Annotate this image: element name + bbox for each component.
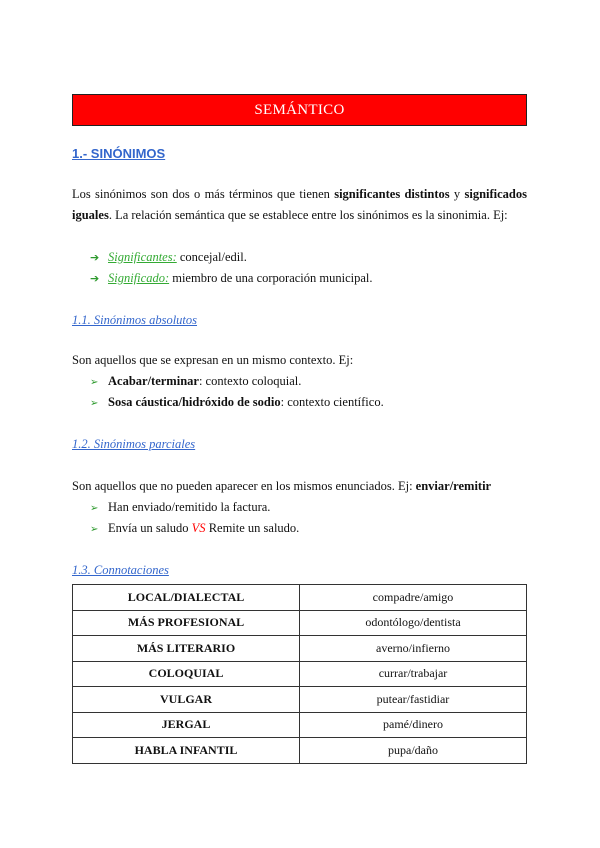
sinonimos-examples-list bbox=[90, 247, 373, 289]
example-term: Significantes: bbox=[108, 250, 177, 264]
parciales-intro-paragraph bbox=[72, 476, 527, 497]
table-cell-label: JERGAL bbox=[73, 712, 300, 738]
list-item bbox=[90, 371, 384, 392]
subheading-absolutos: 1.1. Sinónimos absolutos bbox=[72, 313, 198, 327]
table-cell-value: averno/infierno bbox=[300, 636, 527, 662]
page-title: SEMÁNTICO bbox=[72, 94, 527, 126]
item-text: : contexto coloquial. bbox=[198, 374, 302, 388]
section-heading-sinonimos: 1.- SINÓNIMOS bbox=[72, 146, 166, 161]
arrow-right-icon: ➔ bbox=[90, 272, 100, 285]
list-item bbox=[90, 268, 373, 289]
connotaciones-table bbox=[72, 584, 527, 764]
triangle-bullet-icon: ➢ bbox=[90, 524, 99, 535]
vs-marker: VS bbox=[191, 521, 206, 535]
triangle-bullet-icon: ➢ bbox=[90, 503, 99, 514]
table-cell-value: currar/trabajar bbox=[300, 661, 527, 687]
item-term: Sosa cáustica/hidróxido de sodio bbox=[108, 395, 281, 409]
item-text: Han enviado/remitido la factura. bbox=[108, 500, 271, 514]
intro-bold-2: significados iguales bbox=[72, 187, 527, 222]
triangle-bullet-icon: ➢ bbox=[90, 377, 99, 388]
example-term: Significado: bbox=[108, 271, 170, 285]
absolutos-intro: Son aquellos que se expresan en un mismo contexto. Ej: bbox=[72, 353, 354, 367]
table-cell-value: pamé/dinero bbox=[300, 712, 527, 738]
parciales-intro-bold: enviar/remitir bbox=[415, 479, 492, 493]
table-cell-value: pupa/daño bbox=[300, 738, 527, 764]
table-cell-value: odontólogo/dentista bbox=[300, 610, 527, 636]
item-term: Acabar/terminar bbox=[108, 374, 199, 388]
table-cell-label: COLOQUIAL bbox=[73, 661, 300, 687]
table-row bbox=[73, 636, 527, 662]
table-cell-label: HABLA INFANTIL bbox=[73, 738, 300, 764]
arrow-right-icon: ➔ bbox=[90, 251, 100, 264]
example-text: miembro de una corporación municipal. bbox=[169, 271, 373, 285]
triangle-bullet-icon: ➢ bbox=[90, 398, 99, 409]
item-text-after: Remite un saludo. bbox=[205, 521, 300, 535]
subheading-connotaciones: 1.3. Connotaciones bbox=[72, 563, 169, 577]
sinonimos-intro-paragraph bbox=[72, 184, 527, 226]
list-item bbox=[90, 518, 299, 539]
table-cell-label: LOCAL/DIALECTAL bbox=[73, 585, 300, 611]
table-cell-label: MÁS LITERARIO bbox=[73, 636, 300, 662]
list-item bbox=[90, 392, 384, 413]
list-item bbox=[90, 247, 373, 268]
table-row bbox=[73, 712, 527, 738]
parciales-intro-text: Son aquellos que no pueden aparecer en los mismos enunciados. Ej: bbox=[72, 479, 416, 493]
table-row bbox=[73, 610, 527, 636]
table-row bbox=[73, 687, 527, 713]
table-cell-value: compadre/amigo bbox=[300, 585, 527, 611]
intro-bold-1: significantes distintos bbox=[334, 187, 450, 201]
subheading-parciales: 1.2. Sinónimos parciales bbox=[72, 437, 196, 451]
table-row bbox=[73, 585, 527, 611]
intro-text-2: y bbox=[449, 187, 465, 201]
intro-text-1: Los sinónimos son dos o más términos que tienen bbox=[72, 187, 335, 201]
list-item bbox=[90, 497, 299, 518]
table-row bbox=[73, 661, 527, 687]
item-text-before: Envía un saludo bbox=[108, 521, 192, 535]
absolutos-list bbox=[90, 371, 384, 413]
table-cell-label: VULGAR bbox=[73, 687, 300, 713]
example-text: concejal/edil. bbox=[176, 250, 247, 264]
table-row bbox=[73, 738, 527, 764]
intro-text-3: . La relación semántica que se establece entre los sinónimos es la sinonimia. Ej: bbox=[108, 208, 508, 222]
table-cell-label: MÁS PROFESIONAL bbox=[73, 610, 300, 636]
table-cell-value: putear/fastidiar bbox=[300, 687, 527, 713]
parciales-list bbox=[90, 497, 299, 539]
item-text: : contexto científico. bbox=[280, 395, 384, 409]
